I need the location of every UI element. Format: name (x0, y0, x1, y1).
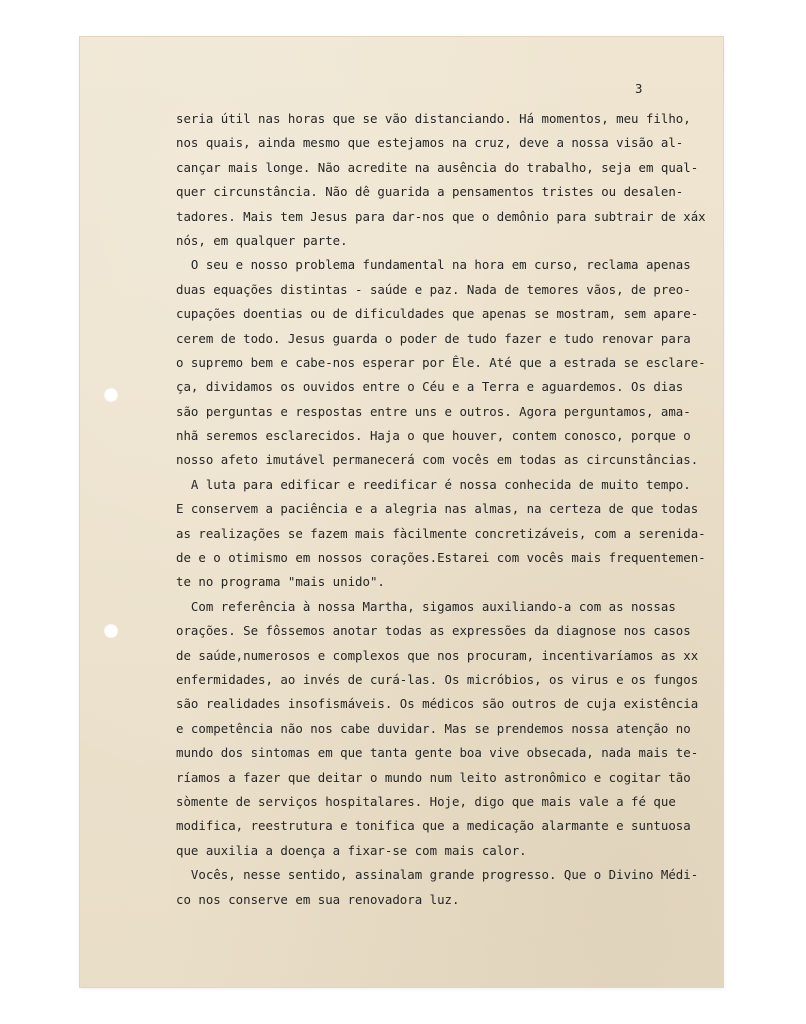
text-line: orações. Se fôssemos anotar todas as expressões da diagnose nos casos (176, 623, 691, 639)
text-line: A luta para edificar e reedificar é nossa conhecida de muito tempo. (176, 476, 691, 492)
text-line: tadores. Mais tem Jesus para dar-nos que o demônio para subtrair de xáx (176, 208, 706, 224)
text-line: modifica, reestrutura e tonifica que a medicação alarmante e suntuosa (176, 818, 691, 834)
text-line: de saúde,numerosos e complexos que nos procuram, incentivaríamos as xx (176, 647, 699, 663)
text-line: e competência não nos cabe duvidar. Mas se prendemos nossa atenção no (176, 720, 691, 736)
text-line: o supremo bem e cabe-nos esperar por Êle. Até que a estrada se esclare- (176, 354, 706, 370)
text-line: Com referência à nossa Martha, sigamos auxiliando-a com as nossas (176, 598, 676, 614)
letter-body (176, 107, 716, 912)
text-line: nos quais, ainda mesmo que estejamos na cruz, deve a nossa visão al- (176, 135, 684, 151)
text-line: quer circunstância. Não dê guarida a pensamentos tristes ou desalen- (176, 184, 684, 200)
text-line: cançar mais longe. Não acredite na ausência do trabalho, seja em qual- (176, 159, 699, 175)
page-number: 3 (635, 81, 643, 96)
text-line: ríamos a fazer que deitar o mundo num leito astronômico e cogitar tão (176, 769, 691, 785)
text-line: E conservem a paciência e a alegria nas almas, na certeza de que todas (176, 501, 699, 517)
text-line: mundo dos sintomas em que tanta gente boa vive obsecada, nada mais te- (176, 745, 699, 761)
text-line: ça, dividamos os ouvidos entre o Céu e a Terra e aguardemos. Os dias (176, 379, 684, 395)
text-line: nosso afeto imutável permanecerá com vocês em todas as circunstâncias. (176, 452, 699, 468)
typewritten-page (80, 37, 723, 987)
text-line: O seu e nosso problema fundamental na hora em curso, reclama apenas (176, 257, 691, 273)
punch-hole-upper (104, 388, 118, 402)
text-line: te no programa "mais unido". (176, 574, 385, 590)
text-line: enfermidades, ao invés de curá-las. Os micróbios, os virus e os fungos (176, 671, 699, 687)
text-line: são realidades insofismáveis. Os médicos são outros de cuja existência (176, 696, 699, 712)
text-line: são perguntas e respostas entre uns e outros. Agora perguntamos, ama- (176, 403, 691, 419)
text-line: cupações doentias ou de dificuldades que apenas se mostram, sem apare- (176, 306, 699, 322)
text-line: sòmente de serviços hospitalares. Hoje, digo que mais vale a fé que (176, 793, 676, 809)
text-line: as realizações se fazem mais fàcilmente concretizáveis, com a serenida- (176, 525, 706, 541)
text-line: de e o otimismo em nossos corações.Estarei com vocês mais frequentemen- (176, 550, 706, 566)
text-line: co nos conserve em sua renovadora luz. (176, 891, 460, 907)
text-line: cerem de todo. Jesus guarda o poder de tudo fazer e tudo renovar para (176, 330, 691, 346)
text-line: Vocês, nesse sentido, assinalam grande progresso. Que o Divino Médi- (176, 867, 699, 883)
punch-hole-lower (104, 624, 118, 638)
text-line: que auxilia a doença a fixar-se com mais calor. (176, 842, 527, 858)
text-line: nós, em qualquer parte. (176, 232, 348, 248)
text-line: seria útil nas horas que se vão distanciando. Há momentos, meu filho, (176, 111, 691, 126)
text-line: nhã seremos esclarecidos. Haja o que houver, contem conosco, porque o (176, 428, 691, 444)
text-line: duas equações distintas - saúde e paz. Nada de temores vãos, de preo- (176, 281, 691, 297)
